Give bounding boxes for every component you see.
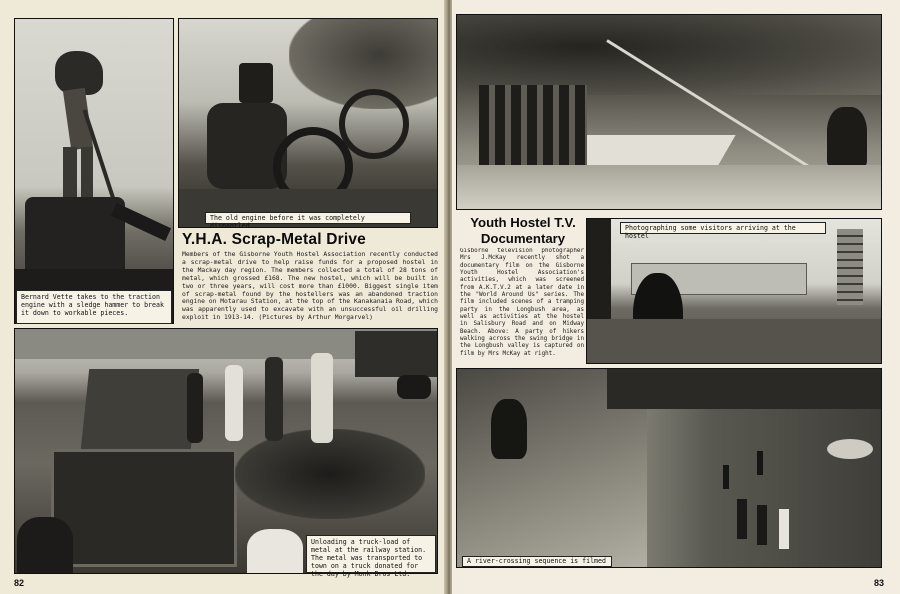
swing-bridge-photo [456,14,882,210]
scrap-metal-headline: Y.H.A. Scrap-Metal Drive [182,231,366,248]
tv-documentary-headline: Youth Hostel T.V. Documentary [470,215,576,246]
traction-engine-photo [178,18,438,228]
sledge-hammer-caption: Bernard Vette takes to the traction engine with a sledge hammer to break it down to workable pieces. [16,290,172,324]
page-number-left: 82 [14,578,25,588]
right-page [452,0,900,594]
truck-caption: Unloading a truck-load of metal at the railway station. The metal was transported to town on a truck donated for the day by Monk Bros Ltd. [306,535,436,573]
river-caption: A river-crossing sequence is filmed [462,556,612,567]
river-crossing-photo [456,368,882,568]
page-number-right: 83 [874,578,885,588]
sledge-hammer-photo [14,18,174,324]
engine-caption: The old engine before it was completely dismantled [205,212,411,224]
left-page [0,0,446,594]
hostel-caption: Photographing some visitors arriving at the hostel [620,222,826,234]
tv-documentary-article: Gisborne television photographer Mrs J.McKay recently shot a documentary film on the Gisborne Youth Hostel Association's activities, which was screened from A.K.T.V.2 at a later date in the "World Around Us" series. The film included scenes of a tramping party in the Longbush area, as well as activities at the hostel in Salisbury Road and on Midway Beach. Above: A party of hikers walking across the swing bridge in the Longbush valley is captured on film by Mrs McKay at right. [460,248,584,357]
scrap-metal-article: Members of the Gisborne Youth Hostel Association recently conducted a scrap-metal drive to help raise funds for a proposed hostel in the Mackay day region. The members collected a total of 28 tons of metal, which grossed £168. The new hostel, which will be built in two or three years, will cost more than £1000. Biggest single item of scrap-metal found by the hostellers was an abandoned traction engine on Motarau Station, at the top of the Kanakanaia Road, which was apparently used to excavate with an unsuccessful oil drilling exploit in 1913-14. (Pictures by Arthur Morgarvel) [182,251,438,322]
